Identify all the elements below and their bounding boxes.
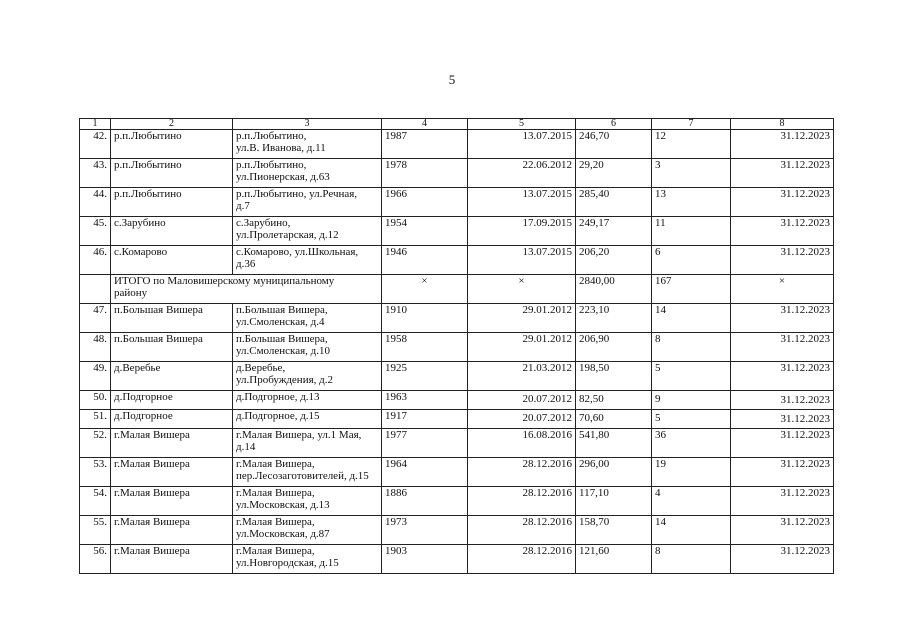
row-number xyxy=(80,410,111,429)
table-row xyxy=(80,410,834,429)
residents xyxy=(652,130,731,159)
residents-text: 8 xyxy=(655,333,661,345)
table-row xyxy=(80,304,834,333)
recognition-date xyxy=(468,429,576,458)
area-text: 82,50 xyxy=(579,393,604,405)
deadline-text: 31.12.2023 xyxy=(780,458,830,470)
address xyxy=(233,487,382,516)
residents-text: 19 xyxy=(655,458,666,470)
settlement-text: г.Малая Вишера xyxy=(114,516,190,528)
address xyxy=(233,217,382,246)
row-number xyxy=(80,188,111,217)
recognition-date-text: 13.07.2015 xyxy=(522,130,572,142)
summary-cross xyxy=(382,275,468,304)
residents-text: 4 xyxy=(655,487,661,499)
area xyxy=(576,429,652,458)
construction-year-text: 1973 xyxy=(385,516,407,528)
deadline xyxy=(731,246,834,275)
address-text: д.Подгорное, д.15 xyxy=(236,410,320,422)
deadline-text: 31.12.2023 xyxy=(780,217,830,229)
deadline-text: 31.12.2023 xyxy=(780,333,830,345)
construction-year-text: 1977 xyxy=(385,429,407,441)
recognition-date xyxy=(468,304,576,333)
address-text: д.7 xyxy=(236,200,250,212)
recognition-date xyxy=(468,545,576,574)
row-number-text: 50. xyxy=(93,391,107,403)
recognition-date-text: 28.12.2016 xyxy=(522,458,572,470)
summary-cross-text: × xyxy=(421,275,428,287)
deadline xyxy=(731,391,834,410)
recognition-date-text: 20.07.2012 xyxy=(522,412,572,424)
area xyxy=(576,217,652,246)
residents xyxy=(652,362,731,391)
construction-year-text: 1903 xyxy=(385,545,407,557)
settlement xyxy=(111,516,233,545)
deadline-text: 31.12.2023 xyxy=(780,487,830,499)
address-text: г.Малая Вишера, xyxy=(236,516,315,528)
residents xyxy=(652,516,731,545)
area xyxy=(576,516,652,545)
row-number-text: 45. xyxy=(93,217,107,229)
settlement-text: г.Малая Вишера xyxy=(114,458,190,470)
header-cell: 4 xyxy=(382,119,468,130)
recognition-date xyxy=(468,130,576,159)
row-number-text: 55. xyxy=(93,516,107,528)
address-text: п.Большая Вишера, xyxy=(236,333,328,345)
address-text: ул.Пионерская, д.63 xyxy=(236,171,330,183)
table-row xyxy=(80,487,834,516)
row-number xyxy=(80,130,111,159)
deadline xyxy=(731,516,834,545)
construction-year xyxy=(382,410,468,429)
summary-label xyxy=(111,275,382,304)
address-text: г.Малая Вишера, ул.1 Мая, xyxy=(236,429,362,441)
recognition-date xyxy=(468,362,576,391)
construction-year xyxy=(382,130,468,159)
residents xyxy=(652,333,731,362)
summary-residents-text: 167 xyxy=(655,275,672,287)
construction-year-text: 1964 xyxy=(385,458,407,470)
address-text: д.Веребье, xyxy=(236,362,286,374)
construction-year xyxy=(382,391,468,410)
construction-year-text: 1886 xyxy=(385,487,407,499)
row-number xyxy=(80,516,111,545)
address-text: р.п.Любытино, xyxy=(236,130,307,142)
address-text: ул.Смоленская, д.10 xyxy=(236,345,331,357)
summary-residents xyxy=(652,275,731,304)
construction-year xyxy=(382,159,468,188)
area-text: 121,60 xyxy=(579,545,610,557)
row-number-text: 47. xyxy=(93,304,107,316)
address xyxy=(233,304,382,333)
table-row xyxy=(80,458,834,487)
construction-year xyxy=(382,487,468,516)
table-row xyxy=(80,362,834,391)
address-text: с.Комарово, ул.Школьная, xyxy=(236,246,359,258)
recognition-date-text: 28.12.2016 xyxy=(522,545,572,557)
address-text: п.Большая Вишера, xyxy=(236,304,328,316)
summary-row xyxy=(80,275,834,304)
row-number xyxy=(80,362,111,391)
area-text: 70,60 xyxy=(579,412,604,424)
table-row xyxy=(80,429,834,458)
settlement xyxy=(111,159,233,188)
construction-year xyxy=(382,429,468,458)
address xyxy=(233,545,382,574)
row-number-text: 52. xyxy=(93,429,107,441)
area-text: 285,40 xyxy=(579,188,610,200)
residents xyxy=(652,391,731,410)
residents xyxy=(652,246,731,275)
recognition-date xyxy=(468,487,576,516)
recognition-date-text: 29.01.2012 xyxy=(522,333,572,345)
address-text: пер.Лесозаготовителей, д.15 xyxy=(236,470,369,482)
recognition-date xyxy=(468,458,576,487)
summary-cross-text: × xyxy=(518,275,525,287)
address xyxy=(233,516,382,545)
settlement xyxy=(111,246,233,275)
construction-year xyxy=(382,458,468,487)
recognition-date-text: 16.08.2016 xyxy=(522,429,572,441)
deadline-text: 31.12.2023 xyxy=(780,130,830,142)
deadline xyxy=(731,545,834,574)
table-row xyxy=(80,545,834,574)
row-number xyxy=(80,304,111,333)
address-text: ул.Московская, д.87 xyxy=(236,528,330,540)
settlement-text: г.Малая Вишера xyxy=(114,429,190,441)
address xyxy=(233,362,382,391)
address-text: ул.Пробуждения, д.2 xyxy=(236,374,333,386)
settlement-text: г.Малая Вишера xyxy=(114,545,190,557)
area xyxy=(576,246,652,275)
address xyxy=(233,410,382,429)
header-cell: 5 xyxy=(468,119,576,130)
settlement-text: р.п.Любытино xyxy=(114,159,182,171)
area-text: 296,00 xyxy=(579,458,610,470)
settlement-text: д.Веребье xyxy=(114,362,161,374)
residents xyxy=(652,429,731,458)
address-text: с.Зарубино, xyxy=(236,217,291,229)
construction-year-text: 1987 xyxy=(385,130,407,142)
construction-year-text: 1966 xyxy=(385,188,407,200)
settlement-text: с.Зарубино xyxy=(114,217,166,229)
address-text: д.14 xyxy=(236,441,256,453)
table-row xyxy=(80,246,834,275)
deadline xyxy=(731,410,834,429)
housing-table xyxy=(79,118,834,574)
summary-area-text: 2840,00 xyxy=(579,275,615,287)
header-cell: 1 xyxy=(80,119,111,130)
table-row xyxy=(80,217,834,246)
recognition-date xyxy=(468,159,576,188)
construction-year xyxy=(382,217,468,246)
area xyxy=(576,458,652,487)
table-row xyxy=(80,130,834,159)
residents-text: 5 xyxy=(655,362,661,374)
recognition-date xyxy=(468,391,576,410)
deadline-text: 31.12.2023 xyxy=(780,188,830,200)
header-cell: 7 xyxy=(652,119,731,130)
recognition-date-text: 13.07.2015 xyxy=(522,246,572,258)
construction-year xyxy=(382,362,468,391)
area-text: 198,50 xyxy=(579,362,610,374)
address-text: д.36 xyxy=(236,258,256,270)
recognition-date xyxy=(468,246,576,275)
recognition-date xyxy=(468,333,576,362)
summary-cross-text: × xyxy=(778,275,786,287)
residents xyxy=(652,188,731,217)
deadline xyxy=(731,429,834,458)
settlement xyxy=(111,429,233,458)
recognition-date-text: 17.09.2015 xyxy=(522,217,572,229)
residents-text: 14 xyxy=(655,516,666,528)
header-row xyxy=(80,119,834,130)
header-cell: 2 xyxy=(111,119,233,130)
header-cell: 8 xyxy=(731,119,834,130)
settlement-text: г.Малая Вишера xyxy=(114,487,190,499)
residents xyxy=(652,545,731,574)
settlement-text: р.п.Любытино xyxy=(114,188,182,200)
deadline xyxy=(731,188,834,217)
recognition-date-text: 28.12.2016 xyxy=(522,487,572,499)
table-row xyxy=(80,188,834,217)
row-number-text: 53. xyxy=(93,458,107,470)
address xyxy=(233,458,382,487)
residents-text: 12 xyxy=(655,130,666,142)
recognition-date-text: 29.01.2012 xyxy=(522,304,572,316)
summary-area xyxy=(576,275,652,304)
residents-text: 13 xyxy=(655,188,666,200)
address xyxy=(233,391,382,410)
address-text: д.Подгорное, д.13 xyxy=(236,391,320,403)
row-number xyxy=(80,217,111,246)
area xyxy=(576,545,652,574)
address-text: р.п.Любытино, xyxy=(236,159,307,171)
row-number-text: 49. xyxy=(93,362,107,374)
settlement xyxy=(111,391,233,410)
row-number-text: 51. xyxy=(93,410,107,422)
settlement xyxy=(111,130,233,159)
address-text: ул.Пролетарская, д.12 xyxy=(236,229,339,241)
row-number xyxy=(80,545,111,574)
row-number-text: 54. xyxy=(93,487,107,499)
header-cell: 3 xyxy=(233,119,382,130)
deadline-text: 31.12.2023 xyxy=(780,246,830,258)
address xyxy=(233,333,382,362)
row-number xyxy=(80,333,111,362)
row-number-text: 44. xyxy=(93,188,107,200)
area-text: 206,90 xyxy=(579,333,610,345)
area-text: 541,80 xyxy=(579,429,610,441)
deadline-text: 31.12.2023 xyxy=(780,429,830,441)
deadline-text: 31.12.2023 xyxy=(780,516,830,528)
deadline-text: 31.12.2023 xyxy=(780,304,830,316)
address-text: ул.В. Иванова, д.11 xyxy=(236,142,326,154)
row-number-text: 43. xyxy=(93,159,107,171)
summary-cross xyxy=(731,275,834,304)
recognition-date xyxy=(468,217,576,246)
construction-year xyxy=(382,333,468,362)
area-text: 246,70 xyxy=(579,130,610,142)
residents xyxy=(652,410,731,429)
address-text: г.Малая Вишера, xyxy=(236,545,315,557)
deadline-text: 31.12.2023 xyxy=(780,545,830,557)
summary-label-text: району xyxy=(114,287,148,299)
residents-text: 14 xyxy=(655,304,666,316)
area xyxy=(576,391,652,410)
address xyxy=(233,246,382,275)
construction-year xyxy=(382,516,468,545)
table-row xyxy=(80,516,834,545)
deadline xyxy=(731,217,834,246)
settlement xyxy=(111,333,233,362)
summary-number xyxy=(80,275,111,304)
area xyxy=(576,487,652,516)
recognition-date-text: 28.12.2016 xyxy=(522,516,572,528)
table-row xyxy=(80,159,834,188)
summary-cross xyxy=(468,275,576,304)
residents-text: 5 xyxy=(655,412,661,424)
settlement xyxy=(111,188,233,217)
settlement xyxy=(111,545,233,574)
construction-year xyxy=(382,545,468,574)
area xyxy=(576,188,652,217)
area-text: 29,20 xyxy=(579,159,604,171)
settlement xyxy=(111,304,233,333)
settlement xyxy=(111,362,233,391)
residents xyxy=(652,217,731,246)
recognition-date-text: 20.07.2012 xyxy=(522,393,572,405)
table-row xyxy=(80,333,834,362)
row-number xyxy=(80,487,111,516)
settlement-text: п.Большая Вишера xyxy=(114,333,203,345)
construction-year-text: 1925 xyxy=(385,362,407,374)
summary-label-text: ИТОГО по Маловишерскому муниципальному xyxy=(114,275,335,287)
construction-year xyxy=(382,246,468,275)
construction-year-text: 1958 xyxy=(385,333,407,345)
area-text: 206,20 xyxy=(579,246,610,258)
area xyxy=(576,159,652,188)
settlement xyxy=(111,458,233,487)
settlement-text: с.Комарово xyxy=(114,246,168,258)
construction-year xyxy=(382,188,468,217)
area-text: 249,17 xyxy=(579,217,610,229)
area xyxy=(576,304,652,333)
table-row xyxy=(80,391,834,410)
deadline xyxy=(731,159,834,188)
area-text: 117,10 xyxy=(579,487,609,499)
area xyxy=(576,410,652,429)
address-text: ул.Новгородская, д.15 xyxy=(236,557,339,569)
residents-text: 11 xyxy=(655,217,666,229)
area-text: 223,10 xyxy=(579,304,610,316)
recognition-date xyxy=(468,516,576,545)
area xyxy=(576,362,652,391)
row-number xyxy=(80,429,111,458)
construction-year xyxy=(382,304,468,333)
settlement xyxy=(111,410,233,429)
address xyxy=(233,130,382,159)
recognition-date-text: 13.07.2015 xyxy=(522,188,572,200)
residents-text: 9 xyxy=(655,393,661,405)
construction-year-text: 1963 xyxy=(385,391,407,403)
row-number xyxy=(80,159,111,188)
address xyxy=(233,188,382,217)
address-text: г.Малая Вишера, xyxy=(236,458,315,470)
header-cell: 6 xyxy=(576,119,652,130)
address-text: р.п.Любытино, ул.Речная, xyxy=(236,188,358,200)
deadline-text: 31.12.2023 xyxy=(780,362,830,374)
address-text: ул.Смоленская, д.4 xyxy=(236,316,325,328)
settlement-text: д.Подгорное xyxy=(114,410,173,422)
settlement-text: р.п.Любытино xyxy=(114,130,182,142)
deadline xyxy=(731,458,834,487)
settlement xyxy=(111,217,233,246)
deadline-text: 31.12.2023 xyxy=(780,394,830,406)
residents xyxy=(652,487,731,516)
recognition-date xyxy=(468,410,576,429)
row-number xyxy=(80,246,111,275)
recognition-date xyxy=(468,188,576,217)
construction-year-text: 1910 xyxy=(385,304,407,316)
address-text: ул.Московская, д.13 xyxy=(236,499,330,511)
row-number-text: 56. xyxy=(93,545,107,557)
residents-text: 8 xyxy=(655,545,661,557)
recognition-date-text: 22.06.2012 xyxy=(522,159,572,171)
recognition-date-text: 21.03.2012 xyxy=(522,362,572,374)
settlement-text: д.Подгорное xyxy=(114,391,173,403)
table-body xyxy=(80,119,834,574)
address xyxy=(233,429,382,458)
deadline xyxy=(731,304,834,333)
deadline xyxy=(731,487,834,516)
residents-text: 36 xyxy=(655,429,666,441)
area-text: 158,70 xyxy=(579,516,610,528)
settlement-text: п.Большая Вишера xyxy=(114,304,203,316)
construction-year-text: 1946 xyxy=(385,246,407,258)
deadline xyxy=(731,362,834,391)
deadline xyxy=(731,130,834,159)
row-number-text: 42. xyxy=(93,130,107,142)
row-number xyxy=(80,458,111,487)
row-number-text: 46. xyxy=(93,246,107,258)
deadline-text: 31.12.2023 xyxy=(780,413,830,425)
row-number xyxy=(80,391,111,410)
residents xyxy=(652,159,731,188)
deadline-text: 31.12.2023 xyxy=(780,159,830,171)
residents xyxy=(652,304,731,333)
address xyxy=(233,159,382,188)
construction-year-text: 1978 xyxy=(385,159,407,171)
residents-text: 6 xyxy=(655,246,661,258)
residents-text: 3 xyxy=(655,159,661,171)
construction-year-text: 1917 xyxy=(385,410,407,422)
page-number: 5 xyxy=(448,72,456,87)
residents xyxy=(652,458,731,487)
deadline xyxy=(731,333,834,362)
settlement xyxy=(111,487,233,516)
area xyxy=(576,333,652,362)
address-text: г.Малая Вишера, xyxy=(236,487,315,499)
construction-year-text: 1954 xyxy=(385,217,407,229)
area xyxy=(576,130,652,159)
row-number-text: 48. xyxy=(93,333,107,345)
